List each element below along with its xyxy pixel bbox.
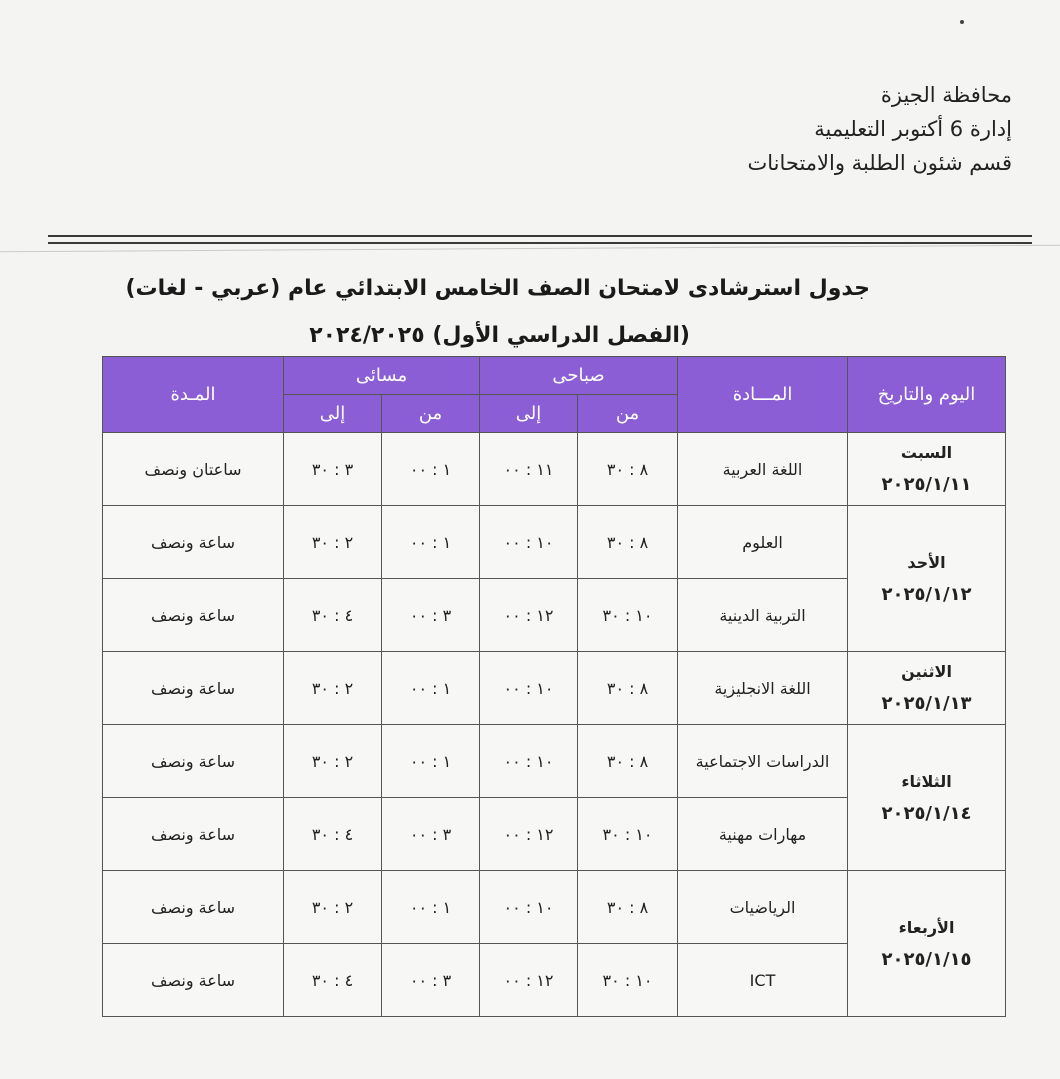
evening-to-cell: ٣ : ٣٠	[284, 433, 382, 506]
document-subtitle: (الفصل الدراسي الأول) ٢٠٢٤/٢٠٢٥	[309, 323, 690, 348]
day-date: ٢٠٢٥/١/١١	[881, 474, 972, 495]
evening-from-cell: ٣ : ٠٠	[382, 798, 480, 871]
evening-to-cell: ٢ : ٣٠	[284, 506, 382, 579]
paper-speck	[960, 20, 964, 24]
document-title: جدول استرشادى لامتحان الصف الخامس الابتدائي عام (عربي - لغات)	[125, 276, 870, 301]
subject-cell: التربية الدينية	[678, 579, 848, 652]
evening-from-cell: ١ : ٠٠	[382, 506, 480, 579]
day-cell-tuesday	[848, 725, 1006, 871]
day-cell-sunday	[848, 506, 1006, 652]
header-morning-to: إلى	[480, 395, 578, 433]
morning-from-cell: ٨ : ٣٠	[578, 433, 678, 506]
duration-cell: ساعة ونصف	[103, 944, 284, 1017]
day-name: الاثنين	[901, 662, 952, 681]
morning-from-cell: ١٠ : ٣٠	[578, 798, 678, 871]
morning-from-cell: ٨ : ٣٠	[578, 725, 678, 798]
evening-to-cell: ٢ : ٣٠	[284, 725, 382, 798]
evening-from-cell: ٣ : ٠٠	[382, 579, 480, 652]
duration-cell: ساعتان ونصف	[103, 433, 284, 506]
table-row	[103, 652, 1006, 725]
morning-from-cell: ٨ : ٣٠	[578, 871, 678, 944]
evening-from-cell: ١ : ٠٠	[382, 725, 480, 798]
header-evening-from: من	[382, 395, 480, 433]
evening-from-cell: ٣ : ٠٠	[382, 944, 480, 1017]
table-row	[103, 871, 1006, 944]
exam-schedule-table	[102, 356, 1006, 1017]
evening-from-cell: ١ : ٠٠	[382, 433, 480, 506]
morning-to-cell: ١١ : ٠٠	[480, 433, 578, 506]
duration-cell: ساعة ونصف	[103, 579, 284, 652]
morning-to-cell: ١٢ : ٠٠	[480, 579, 578, 652]
header-subject: المـــادة	[678, 357, 848, 433]
subject-cell: الدراسات الاجتماعية	[678, 725, 848, 798]
table-row	[103, 725, 1006, 798]
header-duration: المـدة	[103, 357, 284, 433]
subject-cell: الرياضيات	[678, 871, 848, 944]
day-cell-saturday	[848, 433, 1006, 506]
administration-line: إدارة 6 أكتوبر التعليمية	[814, 117, 1012, 141]
morning-from-cell: ١٠ : ٣٠	[578, 944, 678, 1017]
morning-to-cell: ١٢ : ٠٠	[480, 944, 578, 1017]
morning-from-cell: ٨ : ٣٠	[578, 652, 678, 725]
table-row	[103, 506, 1006, 579]
evening-to-cell: ٤ : ٣٠	[284, 944, 382, 1017]
subject-cell: اللغة العربية	[678, 433, 848, 506]
paper-fold-line	[0, 245, 1060, 252]
morning-to-cell: ١٠ : ٠٠	[480, 725, 578, 798]
duration-cell: ساعة ونصف	[103, 871, 284, 944]
day-name: السبت	[900, 443, 953, 462]
subject-cell: مهارات مهنية	[678, 798, 848, 871]
duration-cell: ساعة ونصف	[103, 725, 284, 798]
header-morning-from: من	[578, 395, 678, 433]
separator-line-top	[48, 235, 1032, 237]
morning-to-cell: ١٢ : ٠٠	[480, 798, 578, 871]
header-morning: صباحى	[480, 357, 678, 395]
issuer-header	[748, 78, 1013, 180]
day-date: ٢٠٢٥/١/١٥	[881, 948, 972, 970]
day-cell-wednesday	[848, 871, 1006, 1017]
separator-line-bottom	[48, 242, 1032, 244]
table-row	[103, 433, 1006, 506]
day-cell-monday	[848, 652, 1006, 725]
day-name: الأحد	[907, 552, 946, 572]
day-date: ٢٠٢٥/١/١٢	[881, 583, 972, 605]
duration-cell: ساعة ونصف	[103, 652, 284, 725]
morning-to-cell: ١٠ : ٠٠	[480, 652, 578, 725]
day-date: ٢٠٢٥/١/١٤	[881, 802, 972, 824]
day-date: ٢٠٢٥/١/١٣	[881, 693, 972, 714]
evening-to-cell: ٤ : ٣٠	[284, 798, 382, 871]
subject-cell: اللغة الانجليزية	[678, 652, 848, 725]
evening-from-cell: ١ : ٠٠	[382, 871, 480, 944]
evening-to-cell: ٢ : ٣٠	[284, 871, 382, 944]
header-evening-to: إلى	[284, 395, 382, 433]
morning-to-cell: ١٠ : ٠٠	[480, 871, 578, 944]
day-name: الثلاثاء	[901, 771, 952, 791]
governorate-line: محافظة الجيزة	[880, 83, 1012, 107]
subject-cell: العلوم	[678, 506, 848, 579]
evening-to-cell: ٤ : ٣٠	[284, 579, 382, 652]
morning-to-cell: ١٠ : ٠٠	[480, 506, 578, 579]
morning-from-cell: ١٠ : ٣٠	[578, 579, 678, 652]
header-day-date: اليوم والتاريخ	[848, 357, 1006, 433]
department-line: قسم شئون الطلبة والامتحانات	[747, 151, 1012, 175]
evening-from-cell: ١ : ٠٠	[382, 652, 480, 725]
header-evening: مسائى	[284, 357, 480, 395]
day-name: الأربعاء	[898, 917, 955, 937]
evening-to-cell: ٢ : ٣٠	[284, 652, 382, 725]
morning-from-cell: ٨ : ٣٠	[578, 506, 678, 579]
duration-cell: ساعة ونصف	[103, 798, 284, 871]
subject-cell: ICT	[678, 944, 848, 1017]
duration-cell: ساعة ونصف	[103, 506, 284, 579]
